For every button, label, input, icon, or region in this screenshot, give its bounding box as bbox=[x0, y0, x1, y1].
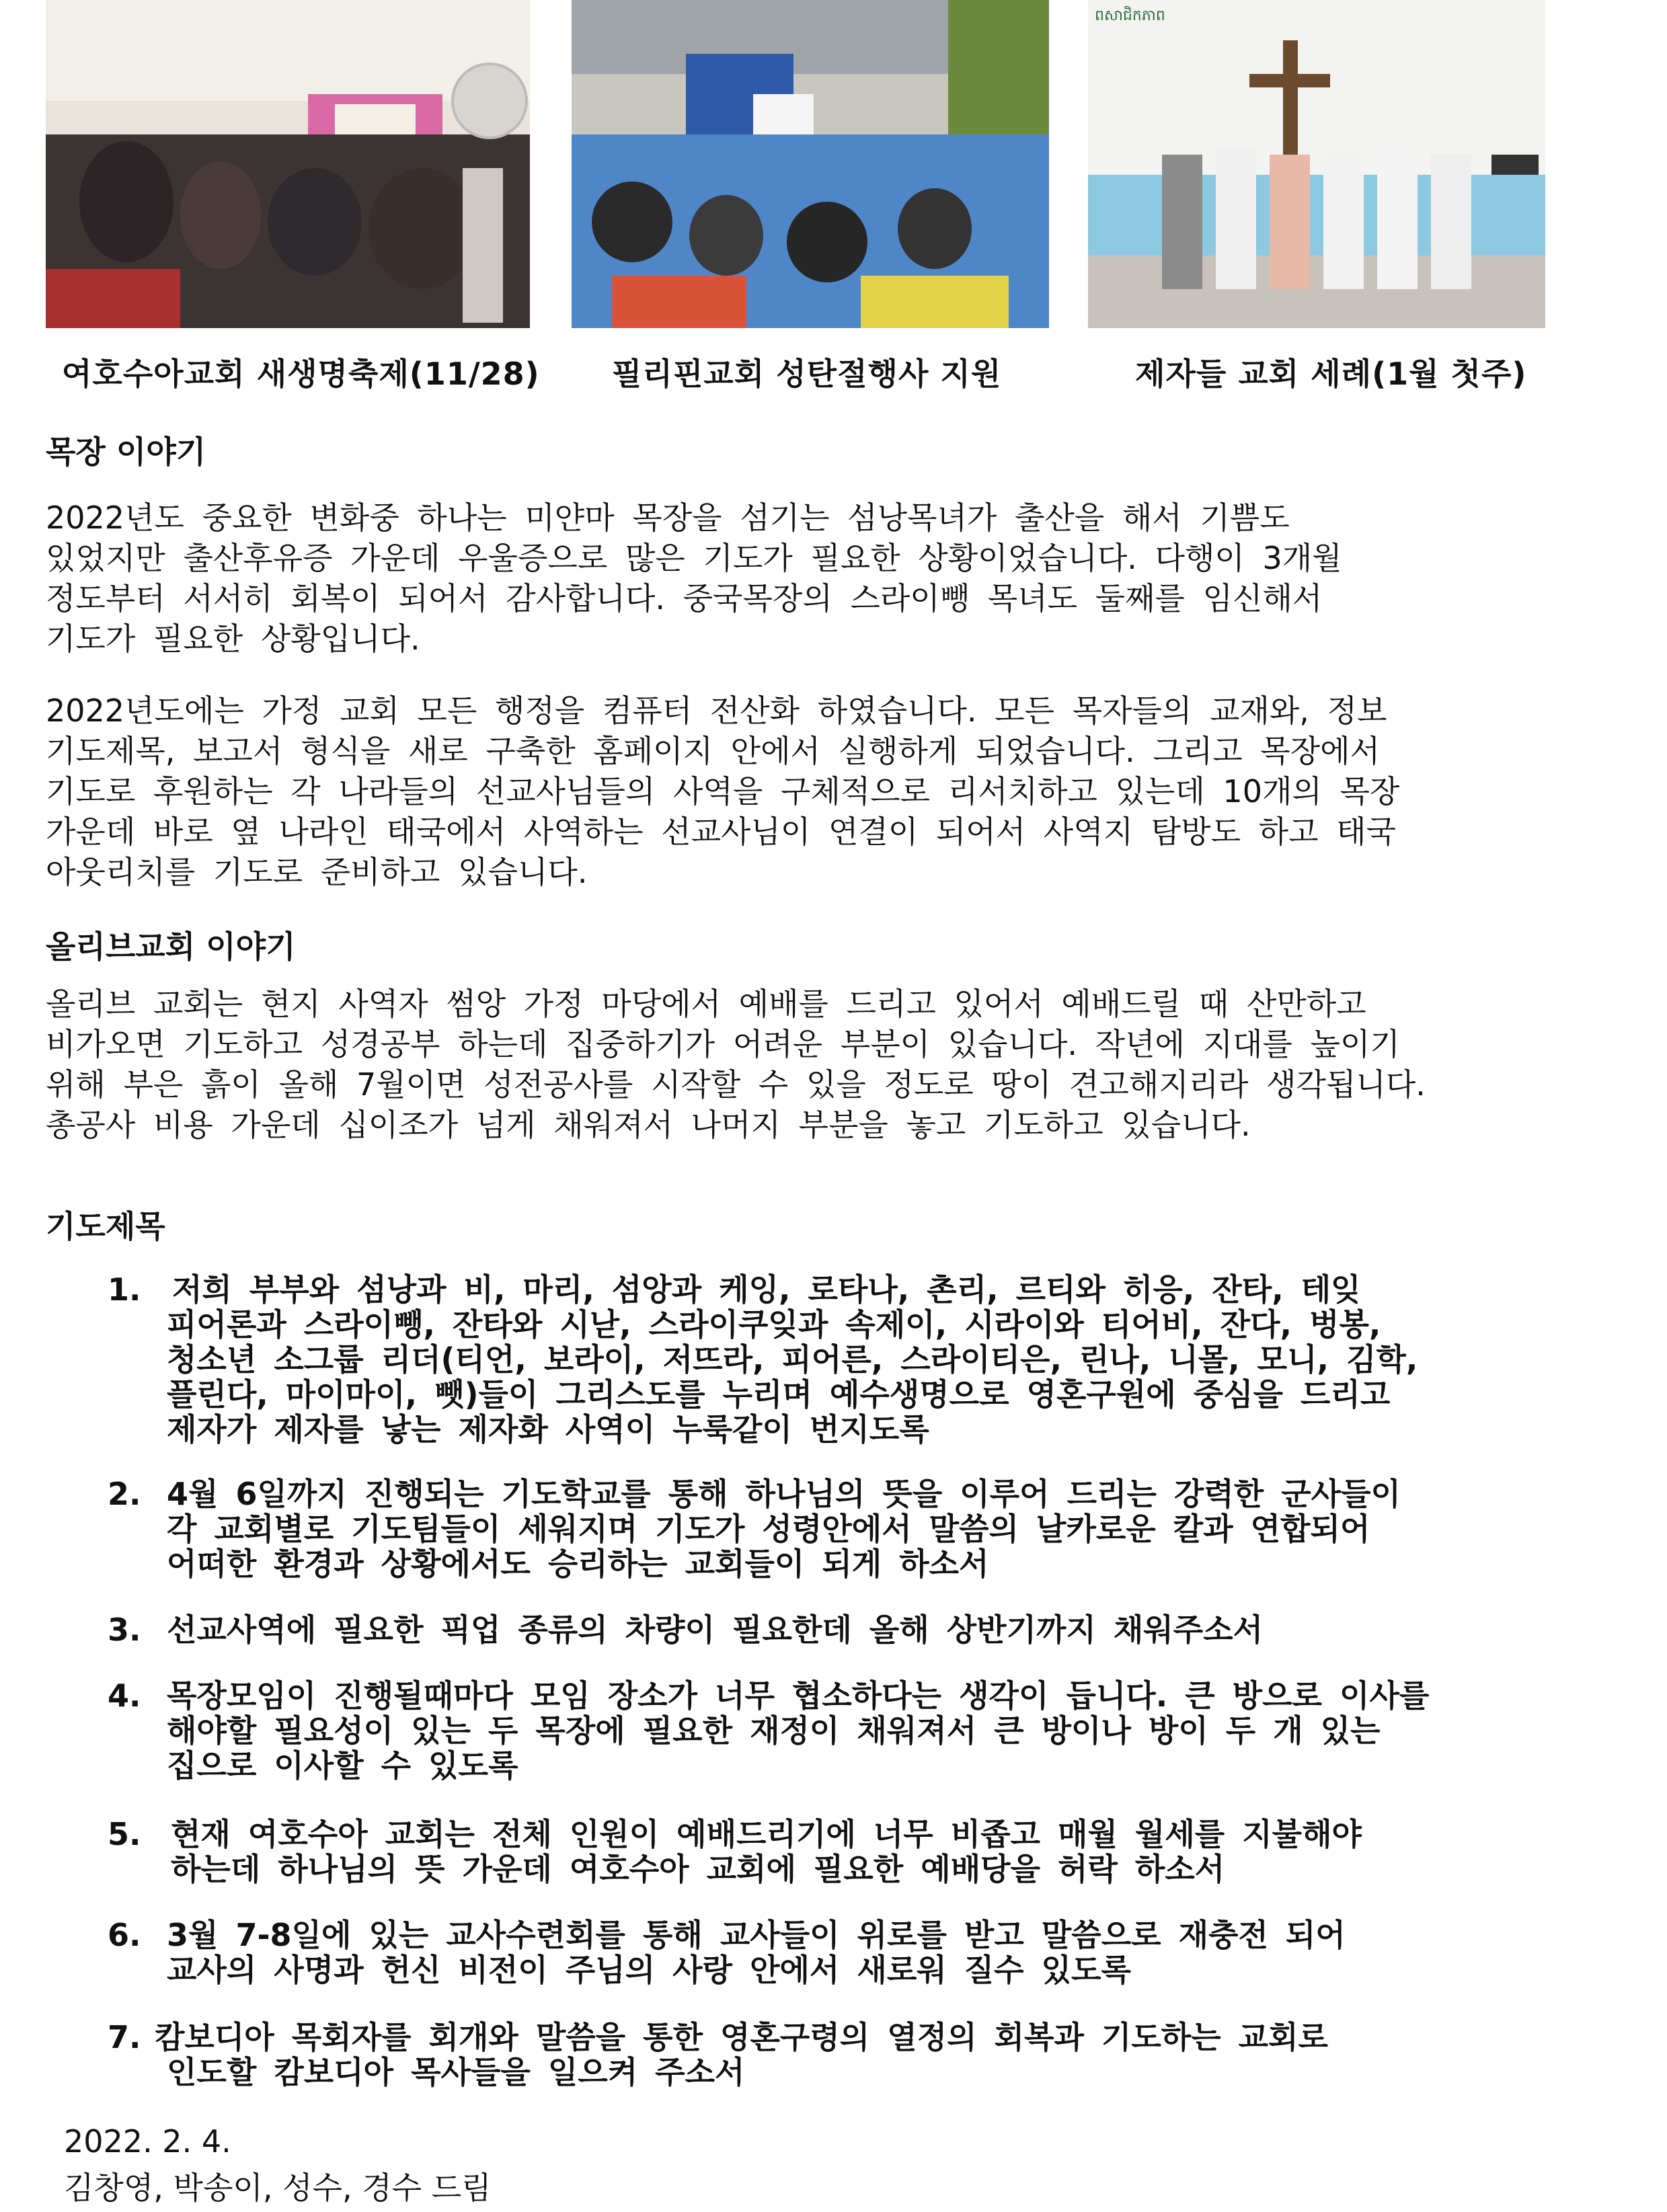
text-line: 제자가 제자를 낳는 제자화 사역이 누룩같이 번지도록 bbox=[167, 1411, 929, 1448]
photo-caption: 여호수아교회 새생명축제(11/28) bbox=[62, 356, 540, 392]
prayer-item-5 bbox=[108, 1817, 1362, 1887]
prayer-item-1 bbox=[108, 1272, 1418, 1447]
prayer-number: 1. bbox=[108, 1271, 141, 1308]
text-line: 정도부터 서서히 회복이 되어서 감사합니다. 중국목장의 스라이뺑 목녀도 둘째를 임신해서 bbox=[46, 580, 1323, 617]
prayer-number: 7. bbox=[108, 2019, 141, 2055]
prayer-number: 5. bbox=[108, 1816, 141, 1852]
photo-caption: 필리핀교회 성탄절행사 지원 bbox=[612, 356, 1002, 392]
text-line: 기도가 필요한 상황입니다. bbox=[46, 621, 420, 657]
text-line: 비가오면 기도하고 성경공부 하는데 집중하기가 어려운 부분이 있습니다. 작년에 지대를 높이기 bbox=[46, 1026, 1400, 1062]
section-title-pasture: 목장 이야기 bbox=[46, 434, 206, 470]
text-line: 하는데 하나님의 뜻 가운데 여호수아 교회에 필요한 예배당을 허락 하소서 bbox=[171, 1851, 1225, 1887]
text-line: 4월 6일까지 진행되는 기도학교를 통해 하나님의 뜻을 이루어 드리는 강력한 군사들이 bbox=[167, 1476, 1401, 1512]
text-line: 청소년 소그룹 리더(티언, 보라이, 저뜨라, 피어른, 스라이티은, 린나, 니몰, 모니, 김학, bbox=[167, 1341, 1418, 1378]
text-line: 어떠한 환경과 상황에서도 승리하는 교회들이 되게 하소서 bbox=[167, 1546, 989, 1582]
prayer-item-6 bbox=[108, 1918, 1346, 1987]
text-line: 올리브 교회는 현지 사역자 썸앙 가정 마당에서 예배를 드리고 있어서 예배드릴 때 산만하고 bbox=[46, 986, 1366, 1022]
photo-new-life-festival bbox=[46, 0, 530, 328]
text-line: 집으로 이사할 수 있도록 bbox=[167, 1747, 518, 1784]
section-title-olive: 올리브교회 이야기 bbox=[46, 929, 296, 965]
text-line: 3월 7-8일에 있는 교사수련회를 통해 교사들이 위로를 받고 말씀으로 재충전 되어 bbox=[167, 1917, 1346, 1953]
text-line: 캄보디아 목회자를 회개와 말씀을 통한 영혼구령의 열정의 회복과 기도하는 교회로 bbox=[155, 2019, 1328, 2055]
svg-text:ពសាជិកភាព: ពសាជិកភាព bbox=[1095, 7, 1165, 24]
text-line: 교사의 사명과 헌신 비전이 주님의 사랑 안에서 새로워 질수 있도록 bbox=[167, 1952, 1131, 1988]
text-line: 기도제목, 보고서 형식을 새로 구축한 홈페이지 안에서 실행하게 되었습니다. 그리고 목장에서 bbox=[46, 733, 1381, 769]
prayer-item-3 bbox=[108, 1612, 1263, 1647]
text-line: 선교사역에 필요한 픽업 종류의 차량이 필요한데 올해 상반기까지 채워주소서 bbox=[167, 1612, 1264, 1648]
paragraph-pasture-2 bbox=[46, 690, 1399, 892]
prayer-number: 3. bbox=[108, 1612, 141, 1648]
text-line: 목장모임이 진행될때마다 모임 장소가 너무 협소하다는 생각이 듭니다. 큰 방으로 이사를 bbox=[167, 1677, 1430, 1714]
prayer-number: 2. bbox=[108, 1476, 141, 1512]
text-line: 가운데 바로 옆 나라인 태국에서 사역하는 선교사님이 연결이 되어서 사역지 탐방도 하고 태국 bbox=[46, 814, 1397, 850]
text-line: 플린다, 마이마이, 뺏)들이 그리스도를 누리며 예수생명으로 영혼구원에 중심을 드리고 bbox=[167, 1376, 1391, 1413]
text-line: 기도로 후원하는 각 나라들의 선교사님들의 사역을 구체적으로 리서치하고 있는데 10개의 목장 bbox=[46, 773, 1400, 809]
text-line: 2022년도 중요한 변화중 하나는 미얀마 목장을 섬기는 섬낭목녀가 출산을 해서 기쁨도 bbox=[46, 500, 1290, 536]
text-line: 저희 부부와 섬낭과 비, 마리, 섬앙과 케잉, 로타나, 촌리, 르티와 히응, 잔타, 테잊 bbox=[172, 1271, 1361, 1308]
text-line: 있었지만 출산후유증 가운데 우울증으로 많은 기도가 필요한 상황이었습니다. 다행이 3개월 bbox=[46, 540, 1342, 576]
footer-date: 2022. 2. 4. bbox=[64, 2123, 231, 2160]
footer-signature: 김창영, 박송이, 성수, 경수 드림 bbox=[64, 2170, 492, 2206]
photo-christmas-event bbox=[572, 0, 1049, 328]
prayer-number: 4. bbox=[108, 1677, 141, 1714]
text-line: 2022년도에는 가정 교회 모든 행정을 컴퓨터 전산화 하였습니다. 모든 목자들의 교재와, 정보 bbox=[46, 693, 1387, 729]
text-line: 인도할 캄보디아 목사들을 일으켜 주소서 bbox=[167, 2054, 745, 2090]
text-line: 총공사 비용 가운데 십이조가 넘게 채워져서 나머지 부분을 놓고 기도하고 있습니다. bbox=[46, 1107, 1251, 1143]
section-title-prayer: 기도제목 bbox=[46, 1208, 165, 1245]
prayer-item-2 bbox=[108, 1476, 1401, 1581]
prayer-item-4 bbox=[108, 1678, 1429, 1783]
photo-caption: 제자들 교회 세례(1월 첫주) bbox=[1135, 356, 1527, 392]
paragraph-olive bbox=[46, 984, 1426, 1145]
text-line: 피어론과 스라이뺑, 잔타와 시낟, 스라이쿠잊과 속제이, 시라이와 티어비, 잔다, 벙봉, bbox=[167, 1306, 1381, 1343]
paragraph-pasture-1 bbox=[46, 498, 1342, 659]
text-line: 해야할 필요성이 있는 두 목장에 필요한 재정이 채워져서 큰 방이나 방이 두 개 있는 bbox=[167, 1712, 1381, 1749]
prayer-item-7 bbox=[108, 2020, 1328, 2090]
text-line: 현재 여호수아 교회는 전체 인원이 예배드리기에 너무 비좁고 매월 월세를 지불해야 bbox=[171, 1816, 1362, 1852]
photo-baptism bbox=[1088, 0, 1545, 328]
text-line: 위해 부은 흙이 올해 7월이면 성전공사를 시작할 수 있을 정도로 땅이 견고해지리라 생각됩니다. bbox=[46, 1066, 1426, 1103]
text-line: 아웃리치를 기도로 준비하고 있습니다. bbox=[46, 854, 588, 890]
text-line: 각 교회별로 기도팀들이 세워지며 기도가 성령안에서 말씀의 날카로운 칼과 연합되어 bbox=[167, 1511, 1370, 1547]
prayer-number: 6. bbox=[108, 1917, 141, 1953]
